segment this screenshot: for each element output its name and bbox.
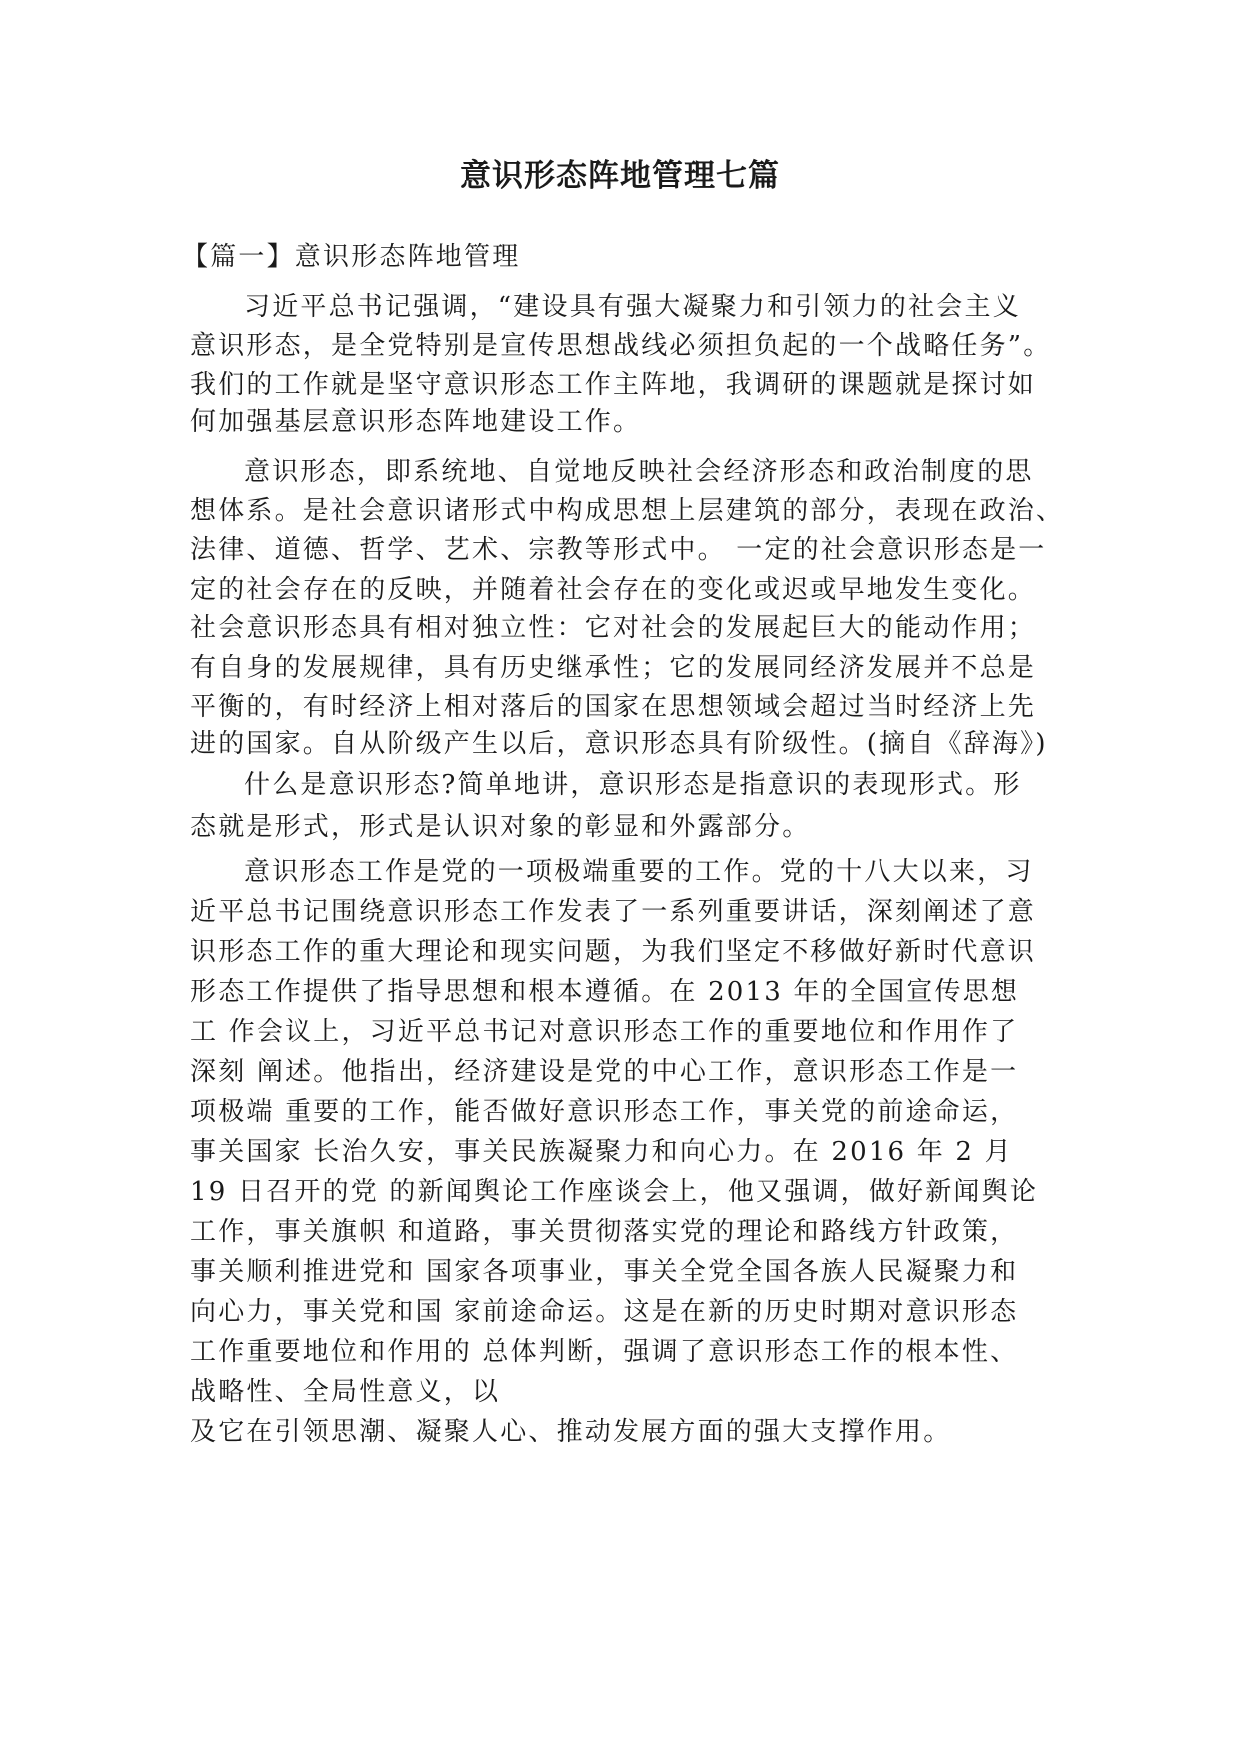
body-line: 事关国家 长治久安，事关民族凝聚力和向心力。在 2016 年 2 月 bbox=[190, 1137, 1013, 1167]
document-title: 意识形态阵地管理七篇 bbox=[460, 158, 780, 194]
body-line: 我们的工作就是坚守意识形态工作主阵地，我调研的课题就是探讨如 bbox=[190, 370, 1037, 400]
body-line: 想体系。是社会意识诸形式中构成思想上层建筑的部分，表现在政治、 bbox=[190, 496, 1065, 526]
body-line: 习近平总书记强调，“建设具有强大凝聚力和引领力的社会主义 bbox=[244, 292, 1021, 322]
body-line: 战略性、全局性意义，以 bbox=[190, 1377, 501, 1407]
body-line: 项极端 重要的工作，能否做好意识形态工作，事关党的前途命运， bbox=[190, 1097, 1019, 1127]
body-line: 有自身的发展规律，具有历史继承性；它的发展同经济发展并不总是 bbox=[190, 653, 1037, 683]
body-line: 近平总书记围绕意识形态工作发表了一系列重要讲话，深刻阐述了意 bbox=[190, 897, 1037, 927]
body-line: 19 日召开的党 的新闻舆论工作座谈会上，他又强调，做好新闻舆论 bbox=[190, 1177, 1039, 1207]
body-line: 形态工作提供了指导思想和根本遵循。在 2013 年的全国宣传思想 bbox=[190, 977, 1020, 1007]
body-line: 意识形态，是全党特别是宣传思想战线必须担负起的一个战略任务”。 bbox=[190, 331, 1052, 361]
body-line: 意识形态工作是党的一项极端重要的工作。党的十八大以来，习 bbox=[244, 857, 1034, 887]
body-line: 社会意识形态具有相对独立性：它对社会的发展起巨大的能动作用； bbox=[190, 613, 1037, 643]
body-line: 识形态工作的重大理论和现实问题，为我们坚定不移做好新时代意识 bbox=[190, 937, 1037, 967]
body-line: 深刻 阐述。他指出，经济建设是党的中心工作，意识形态工作是一 bbox=[190, 1057, 1019, 1087]
body-line: 事关顺利推进党和 国家各项事业，事关全党全国各族人民凝聚力和 bbox=[190, 1257, 1019, 1287]
body-line: 平衡的，有时经济上相对落后的国家在思想领域会超过当时经济上先 bbox=[190, 692, 1037, 722]
body-line: 工作重要地位和作用的 总体判断，强调了意识形态工作的根本性、 bbox=[190, 1337, 1019, 1367]
body-line: 什么是意识形态?简单地讲，意识形态是指意识的表现形式。形 bbox=[244, 770, 1022, 800]
body-line: 定的社会存在的反映，并随着社会存在的变化或迟或早地发生变化。 bbox=[190, 575, 1037, 605]
body-line: 工作，事关旗帜 和道路，事关贯彻落实党的理论和路线方针政策， bbox=[190, 1217, 1019, 1247]
section-heading: 【篇一】意识形态阵地管理 bbox=[182, 242, 521, 272]
body-line: 何加强基层意识形态阵地建设工作。 bbox=[190, 407, 642, 437]
body-line: 意识形态，即系统地、自觉地反映社会经济形态和政治制度的思 bbox=[244, 457, 1034, 487]
body-line: 法律、道德、哲学、艺术、宗教等形式中。 一定的社会意识形态是一 bbox=[190, 535, 1047, 565]
body-line: 工 作会议上，习近平总书记对意识形态工作的重要地位和作用作了 bbox=[190, 1017, 1019, 1047]
body-line: 进的国家。自从阶级产生以后，意识形态具有阶级性。(摘自《辞海》) bbox=[190, 729, 1048, 759]
body-line: 及它在引领思潮、凝聚人心、推动发展方面的强大支撑作用。 bbox=[190, 1417, 952, 1447]
body-line: 向心力，事关党和国 家前途命运。这是在新的历史时期对意识形态 bbox=[190, 1297, 1019, 1327]
body-line: 态就是形式，形式是认识对象的彰显和外露部分。 bbox=[190, 812, 811, 842]
